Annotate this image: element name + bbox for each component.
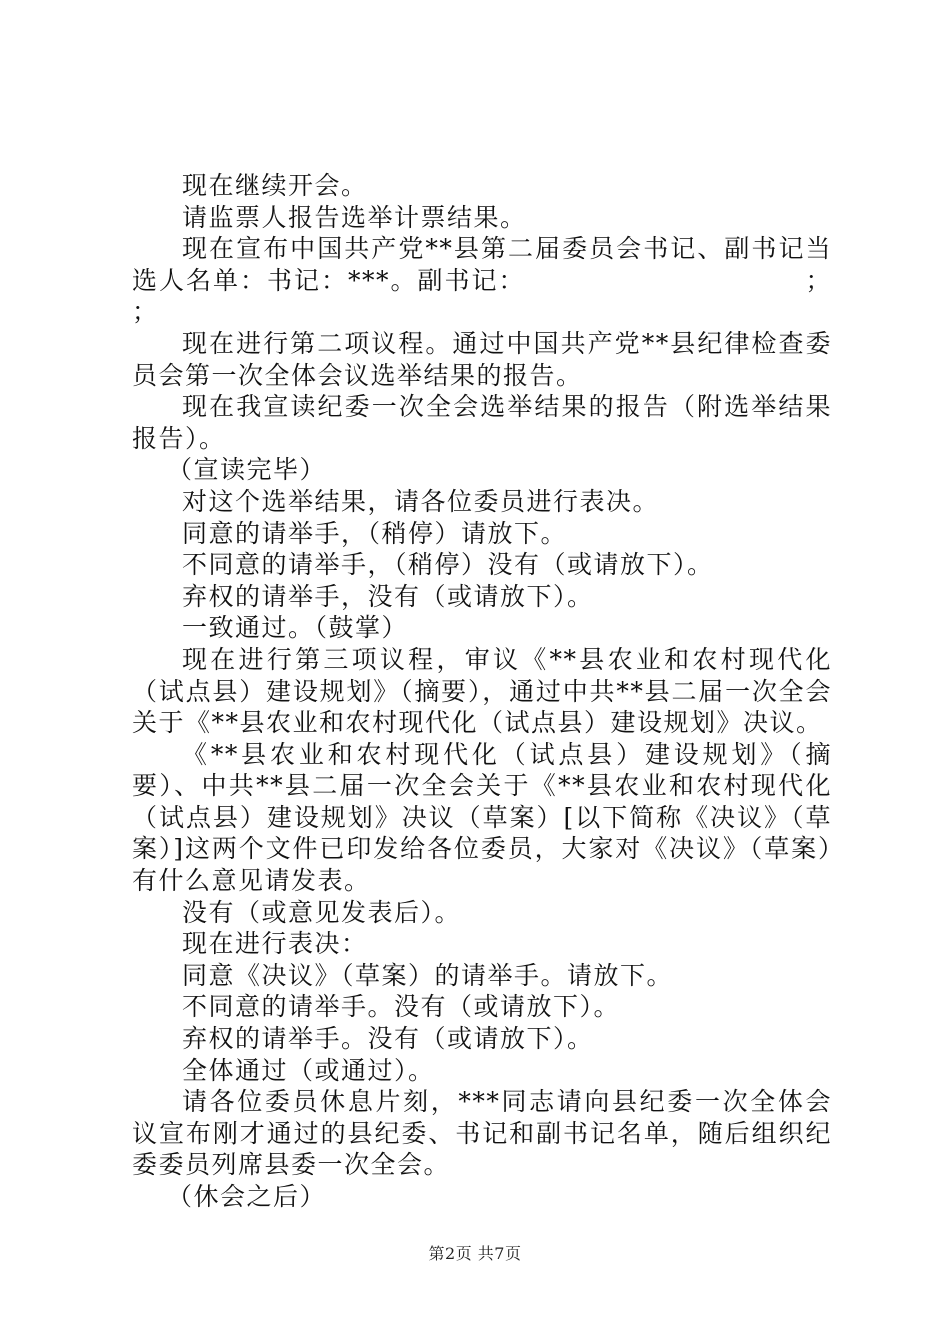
paragraph: 请各位委员休息片刻，***同志请向县纪委一次全体会议宣布刚才通过的县纪委、书记和副书记名单，随后组织纪委委员列席县委一次全会。	[132, 1087, 832, 1180]
paragraph: 不同意的请举手，（稍停）没有（或请放下）。	[182, 550, 714, 580]
paragraph: 现在进行第二项议程。通过中国共产党**县纪律检查委员会第一次全体会议选举结果的报告。	[132, 328, 832, 390]
paragraph: 《**县农业和农村现代化（试点县）建设规划》（摘要）、中共**县二届一次全会关于《**县农业和农村现代化（试点县）建设规划》决议（草案）[以下简称《决议》（草案）]这两个文件已印发给各位委员，大家对《决议》（草案）有什么意见请发表。	[132, 739, 832, 896]
paragraph: 不同意的请举手。没有（或请放下）。	[182, 992, 621, 1022]
page-number-footer: 第2页 共7页	[428, 1244, 522, 1263]
paragraph: 请监票人报告选举计票结果。	[182, 202, 527, 232]
paragraph: 现在继续开会。	[182, 171, 368, 200]
paragraph: 同意的请举手，（稍停）请放下。	[182, 518, 568, 548]
paragraph	[132, 233, 832, 296]
paragraph: 现在进行第三项议程，审议《**县农业和农村现代化（试点县）建设规划》（摘要），通过中共**县二届一次全会关于《**县农业和农村现代化（试点县）建设规划》决议。	[132, 644, 832, 738]
paragraph: 没有（或意见发表后）。	[182, 897, 462, 927]
paragraph: 弃权的请举手，没有（或请放下）。	[182, 581, 594, 611]
paragraph-text: 现在宣布中国共产党**县第二届委员会书记、副书记当选人名单：书记：***。副书记：	[132, 234, 832, 295]
paragraph: 现在进行表决：	[182, 929, 368, 959]
paragraph: 现在我宣读纪委一次全会选举结果的报告（附选举结果报告）。	[132, 392, 832, 453]
paragraph: 同意《决议》（草案）的请举手。请放下。	[182, 960, 674, 990]
paragraph: 对这个选举结果，请各位委员进行表决。	[182, 486, 660, 516]
paragraph: （宣读完毕）	[167, 455, 327, 485]
paragraph: 全体通过（或通过）。	[182, 1055, 435, 1085]
paragraph: 一致通过。（鼓掌）	[182, 613, 409, 643]
document-body	[132, 170, 832, 1213]
paragraph: （休会之后）	[167, 1182, 327, 1211]
paragraph: 弃权的请举手。没有（或请放下）。	[182, 1024, 594, 1054]
semicolon: ；	[805, 265, 832, 295]
paragraph: ；	[132, 297, 159, 327]
